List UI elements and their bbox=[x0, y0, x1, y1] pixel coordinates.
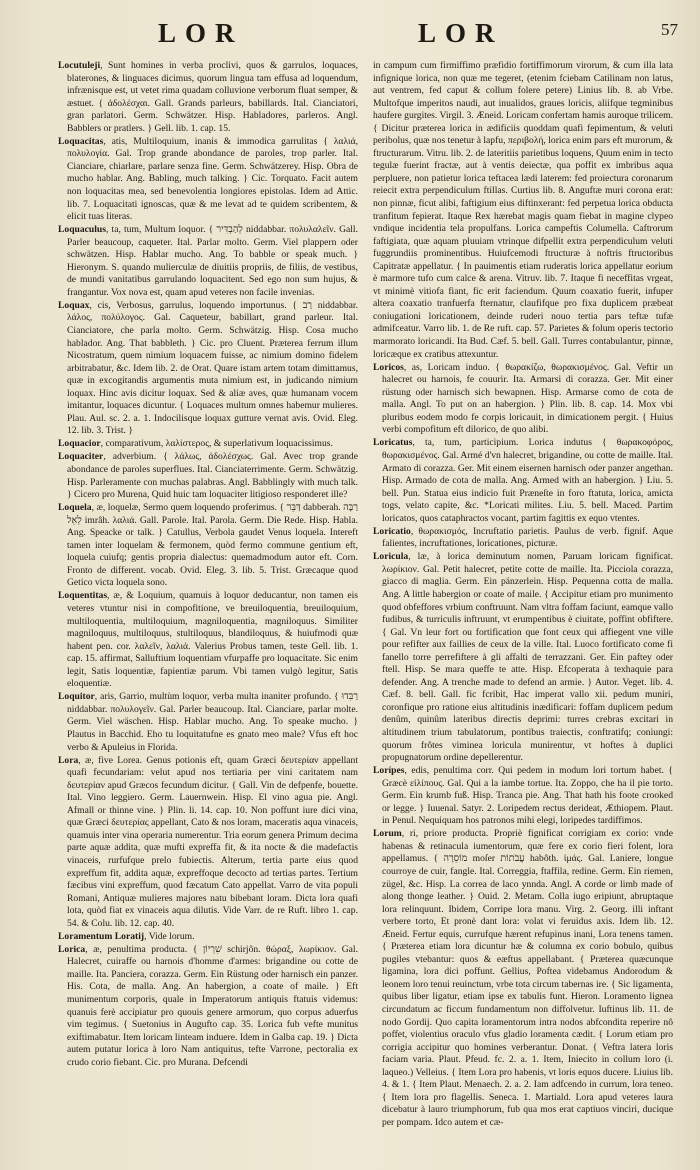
page-number: 57 bbox=[661, 20, 678, 39]
entry-text: , Sunt homines in verba proclivi, quos & garrulos, loquaces, blaterones, & linguaces dicimus, quorum lingua tam effusa ad loquendum, infrænisque est, ut vetet rima quadam colluvione verborum fluat semper, & æstuet. { ἀδολέσχαι. Gall. Grands parleurs, babillards. Ital. Cianciatori, gran parlatori. Germ. Schwätzer. Hisp. Habladores, parleros. Angl. Babblers or pratlers. } Gell. lib. 1. cap. 15. bbox=[67, 60, 358, 134]
dictionary-entry bbox=[373, 551, 673, 764]
dictionary-entry bbox=[373, 60, 673, 361]
entry-headword: Lorica bbox=[58, 943, 86, 955]
dictionary-entry bbox=[58, 502, 358, 590]
entry-text: , æ, penultima producta. { שִׁרְיוֹן schirjôn. θώραξ, λωρίκιον. Gal. Halecret, cuiraffe ou harnois d'homme d'armes: brigandine ou cotte de maille. Ita. Panciera, corazza. Germ. Ein Rüstung oder harnisch ein panzer. His. Cota, de malla. Ang. An habergion, a coate of maile. } Eft munimentum corporis, quale in Imperatorum antiquis ftatuis videmus: quanuis ferè accipiatur pro quouis genere armorum, quo corpus aduerfus vim tegimus. { Suetonius in Augufto cap. 35. Lorica fub vefte munitus exiftimabatur. Item loricam linteam induere. Idem in Galba cap. 19. } Dicta autem putatur lorica à loro Nam antiquitus, tefte Varrone, pectoralia ex crudo corio fiebant. Cic. pro Murana. Defcendi bbox=[67, 943, 358, 1068]
dictionary-entry bbox=[58, 590, 358, 690]
entry-headword: Loquacitas bbox=[58, 135, 104, 147]
entry-text: , læ, à lorica deminutum nomen, Paruam loricam fignificat. λωρίκιον. Gal. Petit halecret, petite cotte de maille. Ita. Picciola corazza, giacco di maglia. Germ. Ein pänzerlein. Hisp. Pequenna cotta de malla. Ang. A little habergion or coate of maile. { Accipitur etiam pro munimento quod obfeffores vrbium conftruunt. Nam vltra foffam faciunt, eamque vallo fudibus, & turriculis inftruunt, vt erumpentibus è ciuitate, poffint obfiftere. { Gal. Vn leur fort ou fortification que font ceux qui affiegent vne ville pour refifter aux faillies de ceux de la ville. Ital. Luoco fortificato come fi fanello torre perrefiftere à gli affalti de terrazzani. Ger. Ein paftey oder ftell. Hisp. Se mara queffe te atte. Hisp. Efcoperata à texhaquie para defender. Ang. A trenche made to defend an armie. } Autor. Veget. lib. 4. Cæf. 8. bell. Gall. fic fcribit, Hac imperat vallo xii. pedum muniri, coronfique pro ratione eius altitudinis inædificari: foffam duplicem pedum denûm, quinûm lateribus directis deprimi: turres crebras excitari in altitudinem trium tabulatorum, pontibus traiectis, conftratifq; coniungi: quorum frôtes viminea loricula munirentur, vt hoftes à duplici propugnatorum ordine depellerentur. bbox=[382, 551, 673, 764]
left-column bbox=[58, 60, 358, 1160]
entry-text: , æ, & Loquium, quamuis à loquor deducantur, non tamen eis veteres vtuntur nisi in compofitione, ve breuiloquentia, breuiloquium, multiloquentia, multiloquium, magniloquentia, magniloquus. Similiter magniloquus, multiloquus, stultiloquus, blandiloquus, & huiufmodi quæ habent pen. cor. λαλεῖν, λαλιά. Valerius Probus tamen, teste Gell. lib. 1. cap. 15. affirmat, Salluftium loquentiam vfurpaffe pro loquacitate. Sic enim legit, Satis loquentiæ, fapientiæ parum. Vbi tamen vulgò legitur, Satis eloquentiæ. bbox=[67, 590, 358, 690]
entry-headword: Loramentum Loratij bbox=[58, 930, 145, 942]
dictionary-entry bbox=[58, 944, 358, 1069]
dictionary-entry bbox=[58, 300, 358, 438]
dictionary-entry bbox=[58, 451, 358, 501]
entry-headword: Loricatus bbox=[373, 437, 413, 449]
entry-headword: Lorípes bbox=[373, 765, 405, 777]
dictionary-entry bbox=[373, 437, 673, 525]
entry-headword: Loquaciter bbox=[58, 451, 104, 463]
dictionary-entry bbox=[58, 931, 358, 944]
entry-text: , atis, Multiloquium, inanis & immodica garrulitas { λαλιά, πολυλογία. Gal. Trop grande abondance de paroles, trop parler. Ital. Cianciare, chiarlare, parlare senza fine. Germ. Schwätzerey. Hisp. Obra de mucho hablar. Ang. Babling, much talking. } Cic. Torquato. Facit autem non loquacitas mea, sed benevolentia longiores epistolas. Idem ad Attic. lib. 7. Loquacitati ignoscas, quæ & me levat ad te quidem scribentem, & elicit tuas literas. bbox=[67, 135, 358, 223]
entry-headword: Loquax bbox=[58, 299, 90, 311]
dictionary-entry bbox=[373, 526, 673, 551]
entry-text: , adverbium. { λάλως, ἀδολέσχως. Gal. Avec trop grande abondance de paroles superflues. Ital. Cianciaterrimente. Germ. Schwätzig. Hisp. Parleramente con muchas palabras. Angl. Babblingly with much talk. } Cicero pro Murena, Quid huic tam loquaciter litigioso responderet ille? bbox=[67, 451, 358, 501]
entry-headword: Loquela bbox=[58, 502, 92, 514]
entry-headword: Loquitor bbox=[58, 691, 95, 703]
header-left-word: LOR bbox=[158, 18, 244, 48]
entry-text: in campum cum firmiffimo præfidio fortiffimorum virorum, & cum illa lata infignique lorica, non quæ me tegeret, (etenim fciebam Catilinam non latus, aut ventrem, fed caput & collum folere petere) Linius lib. 8. ab Vrbe. Multofque imperitos naudi, aut inualidos, graues loricis, aliifque tegminibus haufere gurgites. Virgil. 3. Æneid. Loricam confertam hamis auroque trilicem. { Dicitur præterea lorica in ædificiis quoddam quafi fepimentum, & veluti peribolus, quæ nos tenetur à lapfu, περιβολή, lorica enim pars eft murorum, & ftructurarum. Vitru. lib. 2. de lateritiis parietibus loquens, Quum enim in tecto tegulæ fuerint fractæ, aut à ventis deiectæ, qua poffit ex imbribus aqua perpluere, non patietur lorica teftacea lædi laterem: fed proiectura coronarum reiecit extra perpendiculum ftillas. Curtius lib. 8. Anguftæ muri corona erat: non pinnæ, ficut alibi, faftigium eius diftinxerant: fed perpetua lorica obducta tranfitum fepierat. Itaque Rex hærebat magis quam fiebat in magine clypeo vndique incidentia tela propulfans. Lorica campeftis Columella. Caftrorum faftigiata, quæ aquam pluuiam vtrinque difpellit extra perpendiculum veluti fuggrundiis prominentibus. Huiufcemodi ftructuræ à noftris ftructoribus Capitratæ appellatur. { In pauimentis etiam ruderatis lorica appellatur eorium è marmore tufo cum calce & arena. Vitruv. lib. 7. Itaque fi neceffitas vrgeat, vt minimè vitiofa fiant, fic erit faciendum. Quum coaxatio fuerit, infuper altera coaxatio tranfuerfa fternatur, claufifque pro fixa duplicem præbeat coniugationi loricationem, deinde ruderi nouo tertia pars teftæ tufæ admifceatur. Varro lib. 1. de Re ruft. cap. 57. Parietes & folum operis tectorio marmorato loricandi. Ita Bud. Cæf. 5. bell. Gall. Turres contabulantur, pinnæ, loricæque ex cratibus attexuntur. bbox=[373, 60, 673, 360]
entry-text: , θωρακισμός, Incruftatio parietis. Paulus de verb. fignif. Aque falientes, incruftationes, loricationes, picturæ. bbox=[382, 525, 673, 550]
dictionary-entry bbox=[58, 438, 358, 451]
entry-headword: Lora bbox=[58, 754, 79, 766]
entry-headword: Loquaculus bbox=[58, 224, 106, 236]
dictionary-entry bbox=[58, 60, 358, 135]
running-header bbox=[58, 14, 678, 54]
dictionary-entry bbox=[373, 765, 673, 828]
entry-headword: Lorum bbox=[373, 828, 402, 840]
entry-headword: Loquentitas bbox=[58, 590, 108, 602]
entry-text: , cis, Verbosus, garrulus, loquendo importunus. { רַב niddabbar. λάλος, πολύλογος. Gal. Caqueteur, babillart, grand parleur. Ital. Cianciatore, che parla molto. Germ. Schwätzig. Hisp. Cosa mucho hablador. Ang. That babbleth. } Cic. pro Cluent. Præterea ferrum illum Nicostratum, quem nimium loquacem fuisse, ac nimium domino fidelem arbitrabatur, &c. Idem lib. 2. de Orat. Quare istam artem totam dimittamus, quæ in excogitandis argumentis muta nimium est, in judicando nimium loquax. Hinc avis dicitur loquax. Sed & aliæ aves, quæ humanam vocem imitantur, loquaces dicuntur. { Loquaces multum omnes habemur mulieres. Plau. Aul. sc. 2. a. 1. Indocilisque loquax gutture vernat avis. Ovid. Eleg. 12. lib. 3. Trist. } bbox=[67, 299, 358, 437]
entry-text: , æ, loquelæ, Sermo quem loquendo proferimus. { דַּבֵּר dabberah. רַבָּה לְאֵל imrâh. λαλιά. Gall. Parole. Ital. Parola. Germ. Die Rede. Hisp. Habla. Ang. Speacke or talk. } Catullus, Verbola gaudet Venus loquela. Intereft tamen inter loquelam & fermonem, quòd fermo commune gentium eft, loquela cuiufq; gentis propria dialectus: quemadmodum autor eft. Corn. Fronto de different. vocab. Ovid. Eleg. 3. lib. 5. Trist. Græcaque quod Getico victa loquela sono. bbox=[67, 502, 358, 589]
entry-headword: Loricula bbox=[373, 551, 409, 563]
entry-headword: Loquacior bbox=[58, 438, 101, 450]
entry-text: , æ, five Lorea. Genus potionis eft, quam Græci δευτερίαν appellant quafi fecundariam: velut apud nos tertiaria per vini caritatem nam δευτερίαν apud Græcos fecundum dicitur. { Gall. Vin de defpenfe, bouette. Ital. Vino leggiero. Germ. Lauernwein. Hisp. El vino agua pie. Angl. Afmall or thinne vine. } Plin. li. 14. cap. 10. Non poffunt iure dici vina, quæ Græci δευτερίας appellant, Cato & nos loram, maceratis aqua vinaceis, quamuis inter vina operaria numerentur. Tria eorum genera Primum decima parte aquæ addita, quæ mufti expreffa fit, & ita nocte & die madefactis vinaceis, rurfufque prelo fubiectis. Alterum, tertia parte eius quod expreffum fit, addita aquæ, expreffoque decocto ad tertias partes. Tertium fæcibus vini expreffum, quod fæcatum Cato appellat. Varro de vita populi Romani, Antiquæ mulieres majores natu bibebant loram. Dicta lora quafi lota, quòd fiat ex vinaceis aqua dilutis. Vide Varr. de re Ruft. libro 1. cap. 54. & Colu. lib. 12. cap. 40. bbox=[67, 754, 358, 929]
entry-text: , as, Loricam induo. { θωρακίζω, θωρακισμένος. Gal. Veftir un halecret ou harnois, fe couurir. Ita. Armarsi di corazza. Ger. Mit einer rüstung oder harnisch sich bewapnen. Hisp. Armarse como de cota de malla. Angl. To put on an habergion. } Plin. lib. 8. cap. 14. Mox vbi pluribus eodem modo fe corpis loricauit, in dimicationem pergit. { Huius verbi compofitum eft dilorico, de quo alibi. bbox=[382, 361, 673, 436]
entry-text: , edis, penultima corr. Qui pedem in modum lori tortum habet. { Græcè εἰλίπους. Gal. Qui a la iambe tortue. Ita. Zoppo, che ha il pie torto. Germ. Ein krumb fuß. Hisp. Tranca pie. Ang. That hath his foote crooked or legge. } Iuuenal. Satyr. 2. Loripedem rectus derideat, Æthiopem. Plaut. in Penul. Nequiquam hos patronos mihi elegi, loripedes tardiffimos. bbox=[382, 765, 673, 827]
entry-headword: Loricos bbox=[373, 361, 404, 373]
entry-text: , Vide lorum. bbox=[144, 930, 195, 942]
dictionary-entry bbox=[373, 828, 673, 1129]
entry-text: , ri, priore producta. Propriè fignificat corrigiam ex corio: vnde habenas & retinacula iumentorum, quæ fere ex corio fieri folent, lora appellamus. { מוֹסֵרָה moſer עֲבֹתוֹת habôth. ἱμάς. Gal. Laniere, longue courroye de cuir, fangle. Ital. Correggia, ftaffila, redine. Germ. Ein riemen, zügel, &c. Hisp. La correa de laco ynnda. Angl. A corde or limb made of along thonge leather. } Ouid. 2. Metam. Colla iugo eripiunt, abruptaque lora relinquunt. Ibidem, Corripe lora manu. Virg. 2. Georg. illi inftant verbere torto, Et pronè dant lora: volat vi feruidus axis. Idem lib. 12. Æneid. Fertur equis, currufque hærent refupinus inani, Lora tenens tamen. { Præterea etiam lora dicuntur hæ & columna ex corio bobulo, quibus pugiles vtebantur: quos & eæftus appellabant. { Præterea quæcunque ligamina, lora dici poffunt. Gellius, Poftea videbamus Andorodum & leonem loro tenui reuinctum, vrbe tota circum tabernas ire. { Sic ligamenta, quibus liber ligatur, etiam ipse ex tabulis funt. Hieron. Loramento lignea circundatum ac ficcum fundamentum non diffolvetur. Iuftinus lib. 11. de nodo Gordij. Quo capita loramentorum intra nodos abfcondita reperire nô poffet, violentius oraculo vfus gladio loramenta cædit. { Lorum etiam pro corrigia accipitur quo homines verberantur. Donat. { Veftra latera loris faciam varia. Plaut. Pfeud. fc. 2. a. 1. Item, Iniecito in collum loro (i. laqueo.) Velleius. { Item Lora pro habenis, vt loris equos ducere. Liuius lib. 4. & 1. { Item Plaut. Menaech. 2. a. 2. Iam adfcendo in currum, lora teneo. { Item lora pro flagellis. Seneca. 1. Martiald. Lora apud veteres laura dicebatur à lauro triumphorum, fub qua mos erat captiuos vinciri, ducique per pompam. Idco autem et cæ- bbox=[382, 828, 673, 1128]
entry-text: , aris, Garrio, multùm loquor, verba multa inaniter profundo. { רַבִּדוּ niddabbar. πολυλογεῖν. Gal. Parler beaucoup. Ital. Cianciare, parlar molte. Germ. Viel wäschen. Hisp. Hablar mucho. Ang. To speake mucho. } Plautus in Bacchid. Eho tu loquitatufne es gnato meo male? Vfus eft hoc verbo & Apuleius in Florida. bbox=[67, 691, 358, 753]
entry-text: , ta, tum, Multum loquor. { לְהַבְדִּיר niddabbar. πολυλαλεῖν. Gall. Parler beaucoup, caqueter. Ital. Parlar molto. Germ. Viel plappern oder schwätzen. Hisp. Hablar mucho. Ang. To babble or speak much. } Hieronym. S. quando mulierculæ de diuitiis propriis, de filiis, de vestibus, de mundi vanitatibus garrulando loquacitent. Sed ego non sum hujus, & frangantur. Vox nova est, quam apud veteres non facile invenias. bbox=[67, 224, 358, 298]
dictionary-entry bbox=[373, 362, 673, 437]
right-column bbox=[373, 60, 673, 1160]
dictionary-entry bbox=[58, 136, 358, 224]
entry-text: , comparativum, λαλίστερος, & superlativum loquacissimus. bbox=[100, 438, 333, 450]
entry-text: , ta, tum, participium. Lorica indutus { θωρακοφόρος, θωρακισμένος. Gal. Armé d'vn halecret, brigandine, ou cotte de maille. Ital. Armato di corazza. Ger. Mit einem eisernen harnisch oder panzer angethan. Hisp. Armado de cota de malla. Ang. Armed with an habergion. } Liu. 5. bell. Pun. Statua eius indicio fuit Præneſte in foro ftatuta, lorica, amicta togs, velato capite, &c. *Loricati milites. Liu. 5. bell. Maced. Partim loricatos, quos cataphractos vocant, partim fagittis ex equo vtentes. bbox=[382, 437, 673, 524]
entry-headword: Locutuleji bbox=[58, 60, 101, 71]
dictionary-entry bbox=[58, 755, 358, 931]
entry-headword: Loricatio bbox=[373, 525, 411, 537]
header-right-word: LOR bbox=[418, 18, 504, 48]
dictionary-entry bbox=[58, 691, 358, 754]
dictionary-entry bbox=[58, 224, 358, 299]
